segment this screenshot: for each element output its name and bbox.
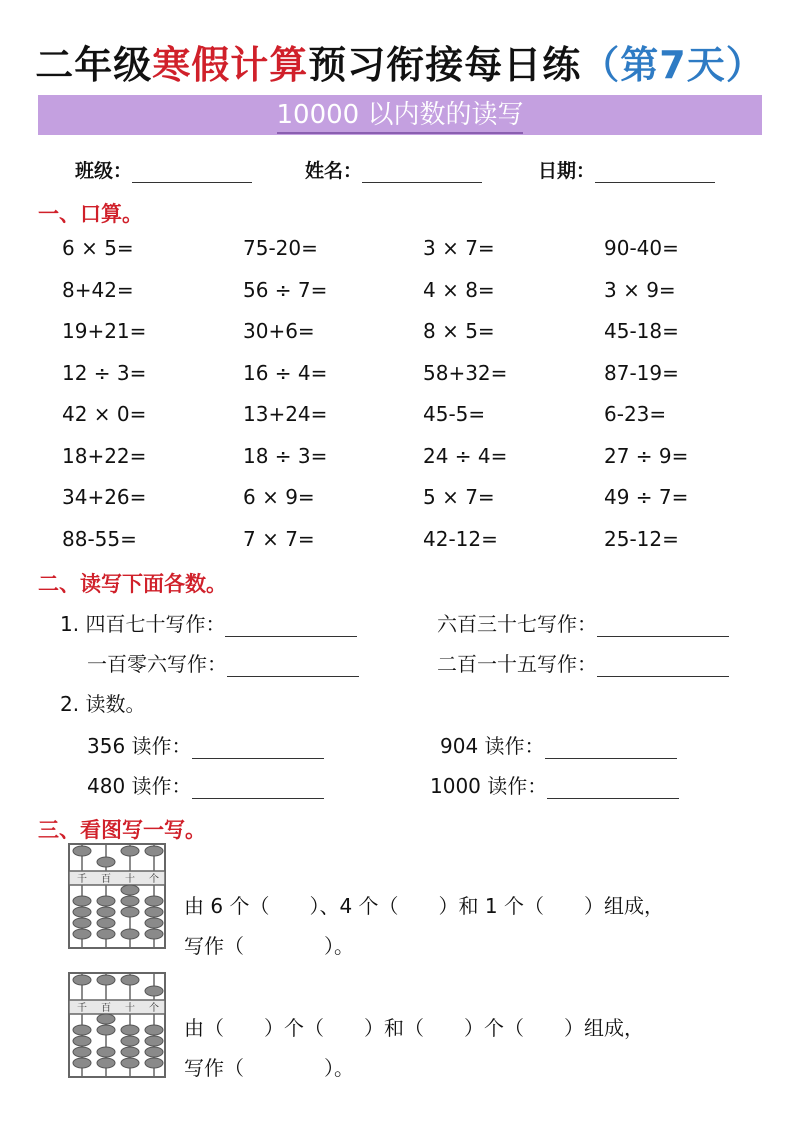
math-problem: 42-12= <box>423 526 498 551</box>
abacus-label-hundreds: 百 <box>101 1003 111 1014</box>
math-problem: 42 × 0= <box>62 402 147 426</box>
math-problem: 6-23= <box>604 402 667 426</box>
abacus-label-hundreds: 百 <box>101 874 111 885</box>
answer-blank[interactable] <box>227 676 359 677</box>
math-problem: 19+21= <box>62 319 147 343</box>
math-problem: 49 ÷ 7= <box>604 485 689 509</box>
abacus1-write: 写作（ ）。 <box>184 934 354 958</box>
name-label: 姓名： <box>305 160 363 182</box>
abacus-icon <box>68 972 166 1078</box>
write-prompt: 二百一十五写作： <box>437 652 597 676</box>
abacus-label-thousands: 千 <box>77 874 87 885</box>
math-problem: 58+32= <box>423 360 508 385</box>
answer-blank[interactable] <box>597 636 729 637</box>
math-problem: 16 ÷ 4= <box>243 360 328 385</box>
math-problem: 88-55= <box>62 526 137 551</box>
abacus1-compose: 由 6 个（ ）、4 个（ ）和 1 个（ ）组成， <box>184 894 664 918</box>
answer-blank[interactable] <box>192 758 324 759</box>
abacus-label-tens: 十 <box>125 874 135 885</box>
read-item <box>440 730 677 759</box>
read-prompt: 904 读作： <box>440 734 545 758</box>
title-grade: 二年级 <box>35 43 153 87</box>
math-problem: 27 ÷ 9= <box>604 443 689 468</box>
section2-heading: 二、读写下面各数。 <box>38 572 227 596</box>
read-prompt: 356 读作： <box>87 734 192 758</box>
answer-blank[interactable] <box>547 798 679 799</box>
math-problem: 6 × 9= <box>243 485 315 509</box>
read-item <box>87 730 324 759</box>
math-problem: 8+42= <box>62 277 134 302</box>
title-day: （第7天） <box>581 43 765 87</box>
math-problem: 18+22= <box>62 443 147 468</box>
math-problem: 24 ÷ 4= <box>423 443 508 468</box>
math-problem: 5 × 7= <box>423 485 495 509</box>
math-problem: 6 × 5= <box>62 236 134 260</box>
write-item <box>437 648 729 677</box>
abacus2-compose: 由（ ）个（ ）和（ ）个（ ）组成， <box>184 1016 644 1040</box>
math-problem: 7 × 7= <box>243 526 315 551</box>
page-title <box>0 34 800 89</box>
read-prompt: 1000 读作： <box>430 774 548 798</box>
abacus-label-ones: 个 <box>149 1003 159 1014</box>
topic-banner <box>38 95 762 135</box>
name-field[interactable] <box>305 156 482 183</box>
abacus-label-tens: 十 <box>125 1003 135 1014</box>
write-prompt: 六百三十七写作： <box>437 612 597 636</box>
write-prompt: 1. 四百七十写作： <box>60 612 226 636</box>
answer-blank[interactable] <box>545 758 677 759</box>
read-item <box>430 770 679 799</box>
math-problem: 45-5= <box>423 402 486 426</box>
date-field[interactable] <box>538 156 715 183</box>
class-label: 班级： <box>75 160 133 182</box>
math-problem: 30+6= <box>243 319 315 343</box>
math-problem: 13+24= <box>243 402 328 426</box>
topic-banner-text: 10000 以内数的读写 <box>277 100 524 134</box>
math-problem: 3 × 7= <box>423 236 495 260</box>
math-problem: 18 ÷ 3= <box>243 443 328 468</box>
write-item <box>60 608 357 637</box>
read-heading: 2. 读数。 <box>60 692 146 716</box>
title-rest: 预习衔接每日练 <box>308 43 582 87</box>
math-problem: 87-19= <box>604 360 679 385</box>
abacus-icon <box>68 843 166 949</box>
math-problem: 8 × 5= <box>423 319 495 343</box>
read-item <box>87 770 324 799</box>
math-problem: 90-40= <box>604 236 679 260</box>
abacus-label-ones: 个 <box>149 874 159 885</box>
math-problem: 3 × 9= <box>604 277 676 302</box>
class-blank[interactable] <box>132 182 252 183</box>
answer-blank[interactable] <box>597 676 729 677</box>
title-highlight: 寒假计算 <box>152 43 309 87</box>
math-problem: 25-12= <box>604 526 679 551</box>
date-label: 日期： <box>538 160 596 182</box>
name-blank[interactable] <box>362 182 482 183</box>
section3-heading: 三、看图写一写。 <box>38 818 206 842</box>
math-problem: 75-20= <box>243 236 318 260</box>
math-problem: 45-18= <box>604 319 679 343</box>
read-prompt: 480 读作： <box>87 774 192 798</box>
write-item <box>437 608 729 637</box>
math-problem: 4 × 8= <box>423 277 495 302</box>
math-problem: 34+26= <box>62 485 147 509</box>
abacus2-write: 写作（ ）。 <box>184 1056 354 1080</box>
math-problem: 56 ÷ 7= <box>243 277 328 302</box>
answer-blank[interactable] <box>192 798 324 799</box>
math-problem: 12 ÷ 3= <box>62 360 147 385</box>
answer-blank[interactable] <box>225 636 357 637</box>
abacus-label-thousands: 千 <box>77 1003 87 1014</box>
date-blank[interactable] <box>595 182 715 183</box>
section1-heading: 一、口算。 <box>38 202 143 226</box>
write-prompt: 一百零六写作： <box>87 652 227 676</box>
write-item <box>87 648 359 677</box>
class-field[interactable] <box>75 156 252 183</box>
